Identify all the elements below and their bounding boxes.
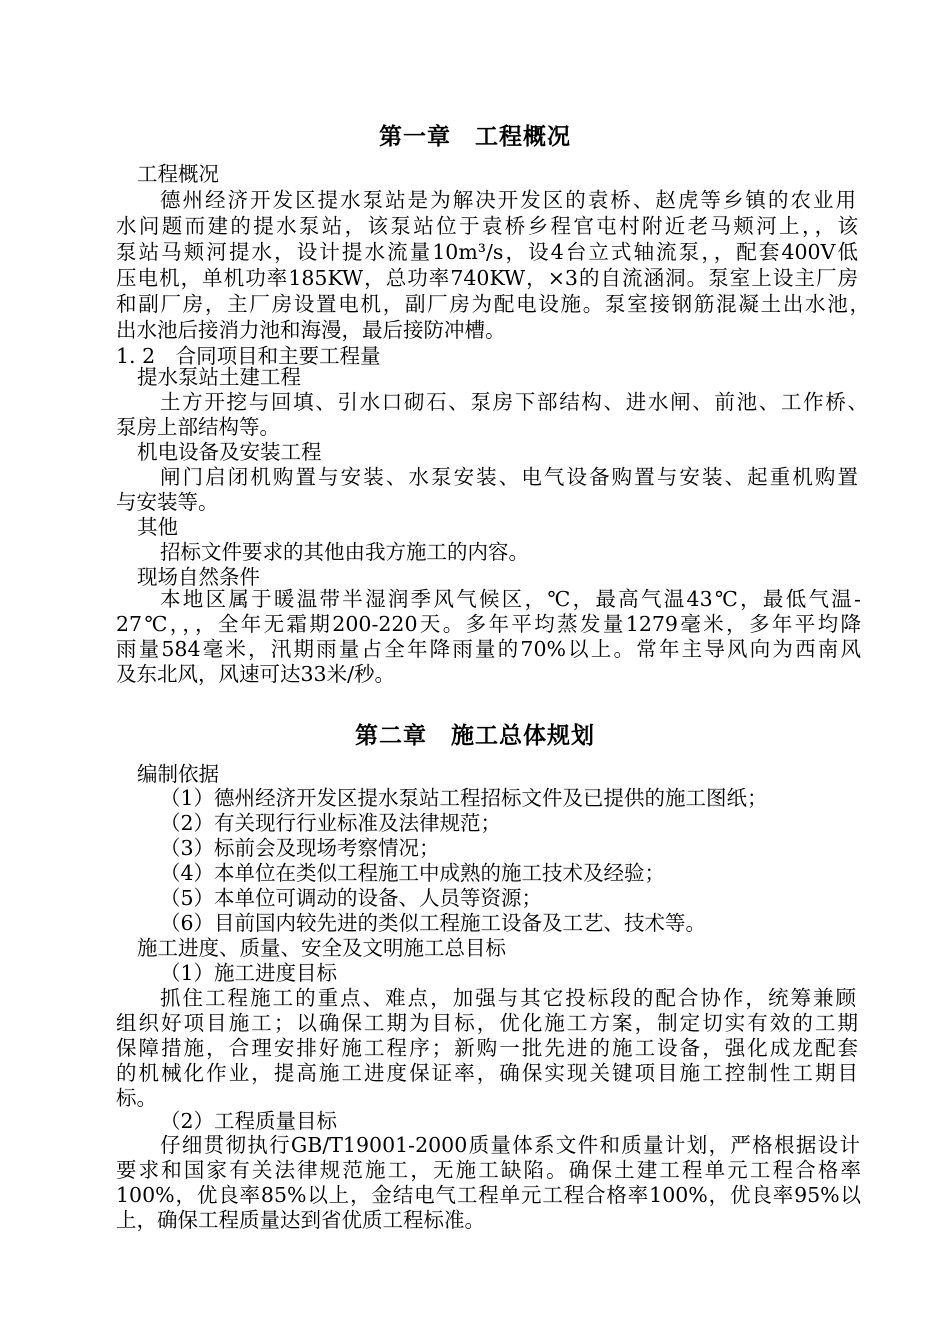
overview-line-3: 泵站马颊河提水，设计提水流量10m³/s，设4台立式轴流泵，，配套400V低 xyxy=(116,240,858,264)
mech-line-1: 闸门启闭机购置与安装、水泵安装、电气设备购置与安装、起重机购置 xyxy=(160,465,858,489)
overview-line-4: 压电机，单机功率185KW，总功率740KW，×3的自流涵洞。泵室上设主厂房 xyxy=(116,266,858,290)
overview-line-5: 和副厂房，主厂房设置电机，副厂房为配电设施。泵室接钢筋混凝土出水池， xyxy=(116,292,870,316)
section-1-2-heading: 1. 2 合同项目和主要工程量 xyxy=(116,344,381,368)
overview-heading: 工程概况 xyxy=(137,162,219,186)
overview-line-2: 水问题而建的提水泵站，该泵站位于袁桥乡程官屯村附近老马颊河上，，该 xyxy=(116,214,858,238)
nature-line-3: 雨量584毫米，汛期雨量占全年降雨量的70%以上。常年主导风向为西南风 xyxy=(116,637,861,661)
basis-item-6: （6）目前国内较先进的类似工程施工设备及工艺、技术等。 xyxy=(160,911,707,935)
other-heading: 其他 xyxy=(137,515,178,539)
nature-line-1: 本地区属于暖温带半湿润季风气候区，℃，最高气温43℃，最低气温- xyxy=(160,587,861,611)
civil-line-2: 泵房上部结构等。 xyxy=(116,415,280,439)
basis-item-1: （1）德州经济开发区提水泵站工程招标文件及已提供的施工图纸； xyxy=(160,786,768,810)
quality-line-3: 100%，优良率85%以上，金结电气工程单元工程合格率100%，优良率95%以 xyxy=(116,1183,861,1207)
quality-line-4: 上，确保工程质量达到省优质工程标准。 xyxy=(116,1208,485,1232)
other-line-1: 招标文件要求的其他由我方施工的内容。 xyxy=(160,540,529,564)
quality-line-2: 要求和国家有关法律规范施工，无施工缺陷。确保土建工程单元工程合格率 xyxy=(116,1158,861,1182)
basis-heading: 编制依据 xyxy=(137,762,219,786)
progress-line-5: 标。 xyxy=(116,1086,157,1110)
civil-line-1: 土方开挖与回填、引水口砌石、泵房下部结构、进水闸、前池、工作桥、 xyxy=(160,390,868,414)
quality-heading: （2）工程质量目标 xyxy=(160,1109,338,1133)
mech-heading: 机电设备及安装工程 xyxy=(137,440,322,464)
nature-line-4: 及东北风，风速可达33米/秒。 xyxy=(116,662,395,686)
basis-item-3: （3）标前会及现场考察情况； xyxy=(160,836,440,860)
mech-line-2: 与安装等。 xyxy=(116,490,219,514)
overview-line-6: 出水池后接消力池和海漫，最后接防冲槽。 xyxy=(116,318,506,342)
progress-line-4: 的机械化作业，提高施工进度保证率，确保实现关键项目施工控制性工期目 xyxy=(116,1061,858,1085)
goals-heading: 施工进度、质量、安全及文明施工总目标 xyxy=(137,936,506,960)
quality-line-1: 仔细贯彻执行GB/T19001-2000质量体系文件和质量计划，严格根据设计 xyxy=(160,1133,860,1157)
progress-heading: （1）施工进度目标 xyxy=(160,961,338,985)
chapter-2-title: 第二章 施工总体规划 xyxy=(355,722,595,749)
nature-heading: 现场自然条件 xyxy=(137,565,260,589)
basis-item-5: （5）本单位可调动的设备、人员等资源； xyxy=(160,886,543,910)
nature-line-2: 27℃，，，全年无霜期200-220天。多年平均蒸发量1279毫米，多年平均降 xyxy=(116,612,861,636)
overview-line-1: 德州经济开发区提水泵站是为解决开发区的袁桥、赵虎等乡镇的农业用 xyxy=(160,188,856,212)
progress-line-2: 组织好项目施工；以确保工期为目标，优化施工方案，制定切实有效的工期 xyxy=(116,1011,858,1035)
basis-item-4: （4）本单位在类似工程施工中成熟的施工技术及经验； xyxy=(160,861,666,885)
chapter-1-title: 第一章 工程概况 xyxy=(379,123,571,150)
progress-line-1: 抓住工程施工的重点、难点，加强与其它投标段的配合协作，统筹兼顾 xyxy=(160,986,856,1010)
civil-heading: 提水泵站土建工程 xyxy=(137,365,301,389)
basis-item-2: （2）有关现行行业标准及法律规范； xyxy=(160,811,502,835)
progress-line-3: 保障措施，合理安排好施工程序；新购一批先进的施工设备，强化成龙配套 xyxy=(116,1036,858,1060)
